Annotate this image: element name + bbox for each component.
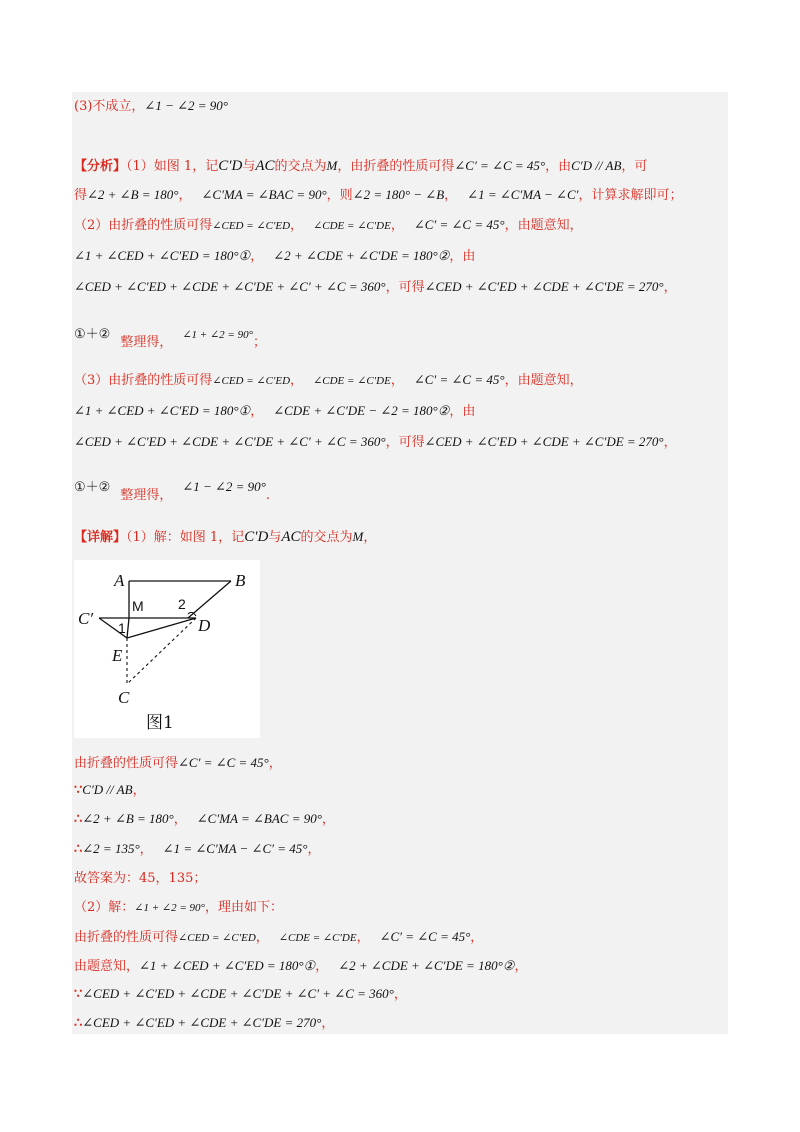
equation: ∠1 + ∠2 = 90° bbox=[182, 329, 254, 341]
text: ， bbox=[321, 1016, 335, 1031]
text: ， bbox=[321, 812, 335, 827]
equation: ∠CDE = ∠C′DE bbox=[313, 375, 391, 387]
text: ， bbox=[363, 530, 377, 545]
segment: AC bbox=[255, 158, 275, 174]
segment: AC bbox=[281, 529, 301, 545]
text: 由折叠的性质可得 bbox=[74, 930, 179, 945]
text: ， bbox=[356, 930, 370, 945]
text: ， bbox=[390, 218, 404, 233]
equation: ∠1 + ∠CED + ∠C′ED = 180°① bbox=[74, 248, 251, 263]
text: ，由 bbox=[449, 249, 476, 264]
text: ， bbox=[663, 280, 677, 295]
equation: ∠1 = ∠C′MA − ∠C′ = 45° bbox=[162, 841, 308, 856]
equation: ∠2 = 135° bbox=[82, 841, 140, 856]
text: ，可 bbox=[621, 159, 648, 174]
equation: ∠CED + ∠C′ED + ∠CDE + ∠C′DE + ∠C′ + ∠C = 360° bbox=[74, 434, 386, 449]
label-e: E bbox=[112, 646, 123, 665]
equation: ∠CED + ∠C′ED + ∠CDE + ∠C′DE + ∠C′ + ∠C = 360° bbox=[74, 279, 386, 294]
text: 由题意知， bbox=[74, 959, 140, 974]
analysis-tag: 【分析】 bbox=[74, 159, 127, 174]
text: 整理得， bbox=[120, 488, 173, 503]
equation: ∠1 + ∠CED + ∠C′ED = 180°① bbox=[139, 958, 316, 973]
text: ， bbox=[268, 756, 282, 771]
equation: ∠2 = 180° − ∠B bbox=[352, 187, 445, 202]
text: ，由题意知， bbox=[504, 218, 583, 233]
detail-tag: 【详解】 bbox=[74, 530, 127, 545]
equation: C′D // AB bbox=[82, 782, 133, 797]
text: ， bbox=[444, 188, 458, 203]
text: ， bbox=[470, 930, 484, 945]
text: ，可得 bbox=[385, 435, 425, 450]
text: ， bbox=[390, 373, 404, 388]
text: ， bbox=[290, 218, 304, 233]
text: 得 bbox=[74, 188, 88, 203]
text: ， bbox=[663, 435, 677, 450]
detail-line-8 bbox=[74, 928, 483, 947]
text: ①＋② bbox=[74, 480, 111, 495]
text: ，计算求解即可； bbox=[578, 188, 683, 203]
analysis-line-2 bbox=[74, 186, 682, 205]
equation: ∠CED + ∠C′ED + ∠CDE + ∠C′DE = 270° bbox=[82, 1015, 322, 1030]
figure-1 bbox=[74, 560, 260, 738]
text: 与 bbox=[268, 530, 282, 545]
detail-line-7 bbox=[74, 899, 283, 917]
text: 故答案为：45，135； bbox=[74, 871, 207, 886]
equation: ∠CDE = ∠C′DE bbox=[278, 932, 357, 944]
label-m: M bbox=[132, 598, 144, 614]
equation: C′D // AB bbox=[571, 158, 622, 173]
answer-3-line bbox=[74, 97, 228, 116]
text: 的交点为 bbox=[274, 159, 327, 174]
text: ，由 bbox=[449, 404, 476, 419]
equation: ∠CDE + ∠C′DE − ∠2 = 180°② bbox=[273, 403, 450, 418]
text: ， bbox=[178, 188, 192, 203]
text: ； bbox=[253, 335, 267, 350]
equation: ∠C′MA = ∠BAC = 90° bbox=[201, 187, 327, 202]
figure-caption: 图1 bbox=[146, 713, 174, 733]
detail-line-2 bbox=[74, 754, 282, 773]
analysis-line-1 bbox=[74, 157, 647, 176]
label-2: 2 bbox=[178, 596, 186, 612]
equation: ∠CED = ∠C′ED bbox=[212, 375, 291, 387]
equation: ∠1 = ∠C′MA − ∠C′ bbox=[467, 187, 579, 202]
text: （2）由折叠的性质可得 bbox=[74, 218, 213, 233]
analysis-line-10 bbox=[74, 478, 270, 503]
equation: ∠2 + ∠CDE + ∠C′DE = 180°② bbox=[273, 248, 450, 263]
equation: ∠1 + ∠CED + ∠C′ED = 180°① bbox=[74, 403, 251, 418]
equation: ∠CED + ∠C′ED + ∠CDE + ∠C′DE = 270° bbox=[424, 279, 664, 294]
equation: ∠1 + ∠2 = 90° bbox=[134, 902, 205, 914]
equation: ∠1 − ∠2 = 90° bbox=[182, 479, 266, 494]
text: ，理由如下： bbox=[204, 900, 283, 915]
text: ， bbox=[393, 987, 407, 1002]
text: ， bbox=[139, 842, 153, 857]
detail-line-4 bbox=[74, 810, 335, 829]
text: (3)不成立， bbox=[74, 99, 145, 114]
text: （1）如图 1，记 bbox=[126, 159, 219, 174]
because-symbol: ∵ bbox=[74, 987, 83, 1002]
equation: ∠CED = ∠C′ED bbox=[212, 220, 291, 232]
text: 与 bbox=[242, 159, 256, 174]
equation: ∠2 + ∠B = 180° bbox=[82, 811, 174, 826]
text: 的交点为 bbox=[300, 530, 353, 545]
analysis-line-8 bbox=[74, 402, 475, 421]
text: 由折叠的性质可得 bbox=[74, 756, 179, 771]
label-b: B bbox=[235, 571, 246, 590]
analysis-line-4 bbox=[74, 247, 475, 266]
geometry-diagram bbox=[74, 560, 260, 738]
label-c: C bbox=[118, 688, 130, 707]
text: ， bbox=[255, 930, 269, 945]
text: ， bbox=[307, 842, 321, 857]
label-1: 1 bbox=[118, 620, 126, 636]
analysis-line-7 bbox=[74, 371, 583, 390]
text: ， bbox=[250, 249, 264, 264]
detail-line-5 bbox=[74, 840, 320, 859]
therefore-symbol: ∴ bbox=[74, 812, 83, 827]
segment: C′D bbox=[244, 529, 269, 545]
therefore-symbol: ∴ bbox=[74, 842, 83, 857]
text: ， bbox=[514, 959, 528, 974]
label-a: A bbox=[114, 571, 125, 590]
text: ，由题意知， bbox=[504, 373, 583, 388]
segment-me bbox=[127, 618, 129, 638]
segment: C′D bbox=[218, 158, 243, 174]
label-d: D bbox=[198, 616, 211, 635]
detail-line-10 bbox=[74, 985, 407, 1004]
text: ①＋② bbox=[74, 327, 111, 342]
label-c-prime: C′ bbox=[78, 609, 94, 628]
equation: ∠C′ = ∠C = 45° bbox=[454, 158, 546, 173]
detail-line-9 bbox=[74, 957, 527, 976]
detail-line-1 bbox=[74, 528, 376, 547]
equation: ∠C′ = ∠C = 45° bbox=[178, 755, 269, 770]
therefore-symbol: ∴ bbox=[74, 1016, 83, 1031]
text: （3）由折叠的性质可得 bbox=[74, 373, 213, 388]
equation: ∠C′MA = ∠BAC = 90° bbox=[196, 811, 322, 826]
point: M bbox=[326, 158, 338, 173]
detail-line-3 bbox=[74, 781, 146, 800]
text: . bbox=[265, 488, 270, 503]
equation: ∠C′ = ∠C = 45° bbox=[413, 372, 505, 387]
equation: ∠CED = ∠C′ED bbox=[178, 932, 256, 944]
text: ， bbox=[315, 959, 329, 974]
segment-bd bbox=[188, 581, 231, 618]
text: ， bbox=[132, 783, 146, 798]
analysis-line-5 bbox=[74, 278, 677, 297]
equation: ∠CED + ∠C′ED + ∠CDE + ∠C′DE + ∠C′ + ∠C = 360° bbox=[82, 986, 394, 1001]
text: ， bbox=[290, 373, 304, 388]
equation: ∠CDE = ∠C′DE bbox=[313, 220, 391, 232]
equation: ∠C′ = ∠C = 45° bbox=[413, 217, 505, 232]
because-symbol: ∵ bbox=[74, 783, 83, 798]
analysis-line-9 bbox=[74, 433, 677, 452]
analysis-line-6 bbox=[74, 326, 267, 350]
text: ，由折叠的性质可得 bbox=[337, 159, 455, 174]
text: ，由 bbox=[545, 159, 572, 174]
equation: ∠C′ = ∠C = 45° bbox=[379, 929, 471, 944]
text: 整理得， bbox=[120, 335, 173, 350]
text: ，可得 bbox=[385, 280, 425, 295]
text: （1）解：如图 1，记 bbox=[126, 530, 245, 545]
text: ，则 bbox=[326, 188, 353, 203]
text: ， bbox=[173, 812, 187, 827]
analysis-line-3 bbox=[74, 216, 583, 235]
equation: ∠2 + ∠CDE + ∠C′DE = 180°② bbox=[338, 958, 515, 973]
equation: ∠2 + ∠B = 180° bbox=[87, 187, 179, 202]
detail-line-11 bbox=[74, 1014, 334, 1033]
point: M bbox=[352, 529, 364, 544]
equation: ∠1 − ∠2 = 90° bbox=[144, 98, 228, 113]
equation: ∠CED + ∠C′ED + ∠CDE + ∠C′DE = 270° bbox=[424, 434, 664, 449]
detail-line-6 bbox=[74, 870, 206, 888]
text: （2）解： bbox=[74, 900, 135, 915]
text: ， bbox=[250, 404, 264, 419]
